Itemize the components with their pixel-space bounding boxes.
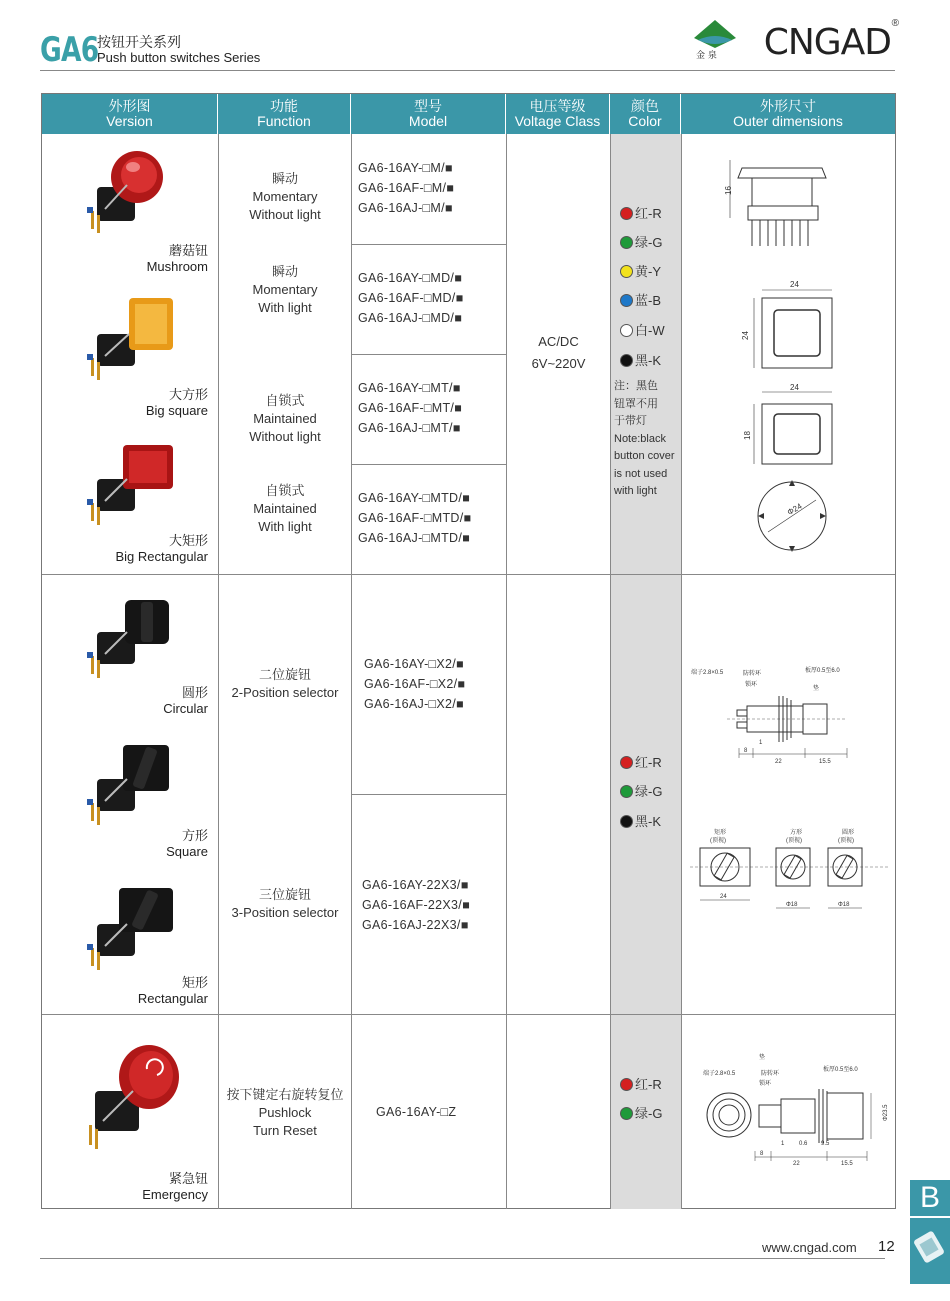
col-divider [610, 134, 611, 1209]
svg-text:防转环: 防转环 [743, 671, 762, 677]
color-option-red: 红-R [620, 1075, 662, 1095]
section-tab-graphic [910, 1218, 950, 1284]
emergency-button-image [77, 1039, 187, 1159]
color-option-black: 黑-K [620, 351, 661, 371]
svg-text:Φ18: Φ18 [786, 902, 798, 908]
red-dot-icon [620, 1078, 633, 1091]
col-divider [681, 134, 682, 1209]
svg-text:15.5: 15.5 [819, 759, 831, 765]
version-label-mushroom: 蘑菇钮 Mushroom [146, 243, 208, 274]
svg-text:Φ23.5: Φ23.5 [883, 1104, 889, 1121]
model-divider [351, 354, 506, 355]
color-option-red: 红-R [620, 204, 662, 224]
function-maintained-no-light: 自锁式 Maintained Without light [249, 393, 321, 444]
svg-text:18: 18 [743, 431, 752, 440]
model-group-x3: GA6-16AY-22X3/■ GA6-16AF-22X3/■ GA6-16AJ-22X3/■ [362, 878, 470, 932]
svg-text:22: 22 [793, 1161, 800, 1167]
black-dot-icon [620, 815, 633, 828]
svg-text:8: 8 [744, 748, 748, 754]
dimension-drawing-selector-side [687, 664, 892, 769]
svg-text:锁环: 锁环 [745, 682, 758, 688]
svg-text:16: 16 [724, 186, 733, 195]
version-label-emergency: 紧急钮 Emergency [142, 1171, 208, 1202]
model-group-z: GA6-16AY-□Z [376, 1105, 457, 1119]
color-option-yellow: 黄-Y [620, 262, 661, 282]
row-divider [42, 574, 895, 575]
model-divider [351, 794, 506, 795]
col-header-voltage: 电压等级 Voltage Class [506, 94, 610, 134]
brand-registered: ® [891, 18, 899, 29]
blue-dot-icon [620, 294, 633, 307]
svg-text:垫: 垫 [813, 686, 820, 692]
red-dot-icon [620, 207, 633, 220]
svg-text:板厚0.5至6.0: 板厚0.5至6.0 [823, 1067, 858, 1073]
svg-text:(顶视): (顶视) [710, 838, 726, 844]
svg-text:垫: 垫 [759, 1055, 766, 1061]
svg-text:24: 24 [790, 384, 799, 392]
svg-text:Φ24: Φ24 [785, 501, 804, 517]
brand-name: CNGAD [763, 22, 891, 63]
series-title-en: Push button switches Series [97, 50, 261, 65]
col-header-dimensions: 外形尺寸 Outer dimensions [681, 94, 895, 134]
svg-text:24: 24 [720, 894, 727, 900]
function-2pos-selector: 二位旋钮 2-Position selector [231, 667, 339, 700]
page-number: 12 [878, 1238, 895, 1255]
series-title-cn: 按钮开关系列 [97, 34, 181, 50]
dimension-drawing-emergency [687, 1049, 892, 1169]
function-momentary-light: 瞬动 Momentary With light [252, 264, 318, 315]
color-option-white: 白-W [620, 321, 665, 341]
col-divider [506, 134, 507, 1209]
color-option-red: 红-R [620, 753, 662, 773]
big-rectangular-button-image [77, 439, 177, 534]
svg-text:端子2.8×0.5: 端子2.8×0.5 [703, 1071, 736, 1077]
color-option-green: 绿-G [620, 782, 662, 802]
svg-text:方形: 方形 [790, 830, 803, 836]
brand-mark-icon [690, 18, 740, 60]
model-group-m: GA6-16AY-□M/■ GA6-16AF-□M/■ GA6-16AJ-□M/■ [358, 161, 455, 215]
series-code: GA6 [40, 30, 99, 70]
function-pushlock: 按下键定右旋转复位 Pushlock Turn Reset [226, 1087, 344, 1138]
version-label-rectangular: 矩形 Rectangular [137, 975, 208, 1006]
white-dot-icon [620, 324, 633, 337]
version-label-big-square: 大方形 Big square [145, 387, 208, 418]
website-url: www.cngad.com [762, 1240, 857, 1255]
dimension-drawing-big-rectangular [732, 384, 842, 469]
col-header-version: 外形图 Version [42, 94, 218, 134]
dimension-drawing-big-square [732, 276, 842, 371]
svg-text:板厚0.5至6.0: 板厚0.5至6.0 [805, 668, 840, 674]
green-dot-icon [620, 1107, 633, 1120]
svg-text:锁环: 锁环 [759, 1081, 772, 1087]
color-option-black: 黑-K [620, 812, 661, 832]
model-divider [351, 244, 506, 245]
svg-text:(顶视): (顶视) [786, 838, 802, 844]
section-tab: B [910, 1180, 950, 1216]
svg-text:Φ18: Φ18 [838, 902, 850, 908]
dimension-drawing-cutout [742, 476, 842, 556]
svg-text:9.5: 9.5 [821, 1141, 830, 1147]
model-group-mtd: GA6-16AY-□MTD/■ GA6-16AF-□MTD/■ GA6-16AJ-□MTD/■ [358, 491, 472, 545]
svg-text:端子2.8×0.5: 端子2.8×0.5 [691, 670, 724, 676]
red-dot-icon [620, 756, 633, 769]
svg-text:24: 24 [741, 331, 750, 340]
col-divider [351, 134, 352, 1209]
mushroom-button-image [77, 149, 177, 244]
col-header-color: 颜色 Color [610, 94, 681, 134]
switch-illustration-icon [910, 1218, 950, 1284]
row-divider [42, 1014, 895, 1015]
svg-text:矩形: 矩形 [714, 830, 727, 836]
model-group-x2: GA6-16AY-□X2/■ GA6-16AF-□X2/■ GA6-16AJ-□X2/■ [364, 657, 466, 711]
svg-text:24: 24 [790, 280, 799, 289]
svg-text:金 泉: 金 泉 [696, 51, 717, 60]
square-selector-image [77, 739, 177, 834]
black-dot-icon [620, 354, 633, 367]
color-note: 注：黑色 钮罩不用 于带灯 Note:black button cover is not used with light [614, 380, 675, 497]
svg-text:22: 22 [775, 759, 782, 765]
svg-text:(顶视): (顶视) [838, 838, 854, 844]
svg-text:防转环: 防转环 [761, 1071, 780, 1077]
function-maintained-light: 自锁式 Maintained With light [253, 483, 317, 534]
svg-text:0.6: 0.6 [799, 1141, 808, 1147]
model-group-md: GA6-16AY-□MD/■ GA6-16AF-□MD/■ GA6-16AJ-□MD/■ [358, 271, 464, 325]
circular-selector-image [77, 592, 177, 687]
page-header [40, 18, 899, 72]
color-option-green: 绿-G [620, 1104, 662, 1124]
model-divider [351, 464, 506, 465]
svg-text:1: 1 [759, 740, 763, 746]
dimension-drawing-selector-top [690, 824, 895, 919]
model-group-mt: GA6-16AY-□MT/■ GA6-16AF-□MT/■ GA6-16AJ-□MT/■ [358, 381, 463, 435]
green-dot-icon [620, 236, 633, 249]
version-label-circular: 圆形 Circular [163, 685, 208, 716]
version-label-square: 方形 Square [166, 828, 208, 859]
yellow-dot-icon [620, 265, 633, 278]
color-option-green: 绿-G [620, 233, 662, 253]
green-dot-icon [620, 785, 633, 798]
footer-rule [40, 1258, 885, 1259]
col-header-function: 功能 Function [218, 94, 351, 134]
version-label-big-rectangular: 大矩形 Big Rectangular [115, 533, 208, 564]
svg-text:15.5: 15.5 [841, 1161, 853, 1167]
svg-text:1: 1 [781, 1141, 785, 1147]
function-momentary-no-light: 瞬动 Momentary Without light [249, 171, 321, 222]
col-header-model: 型号 Model [351, 94, 506, 134]
header-rule [40, 70, 895, 71]
spec-table [41, 93, 896, 1209]
svg-text:圆形: 圆形 [842, 830, 855, 836]
brand-logo [690, 16, 899, 72]
function-3pos-selector: 三位旋钮 3-Position selector [231, 887, 339, 920]
big-square-button-image [77, 294, 177, 389]
dimension-drawing-mushroom [722, 156, 832, 256]
color-option-blue: 蓝-B [620, 291, 661, 311]
voltage-class: AC/DC 6V~220V [531, 334, 586, 371]
rectangular-selector-image [77, 884, 177, 979]
svg-text:8: 8 [760, 1151, 764, 1157]
